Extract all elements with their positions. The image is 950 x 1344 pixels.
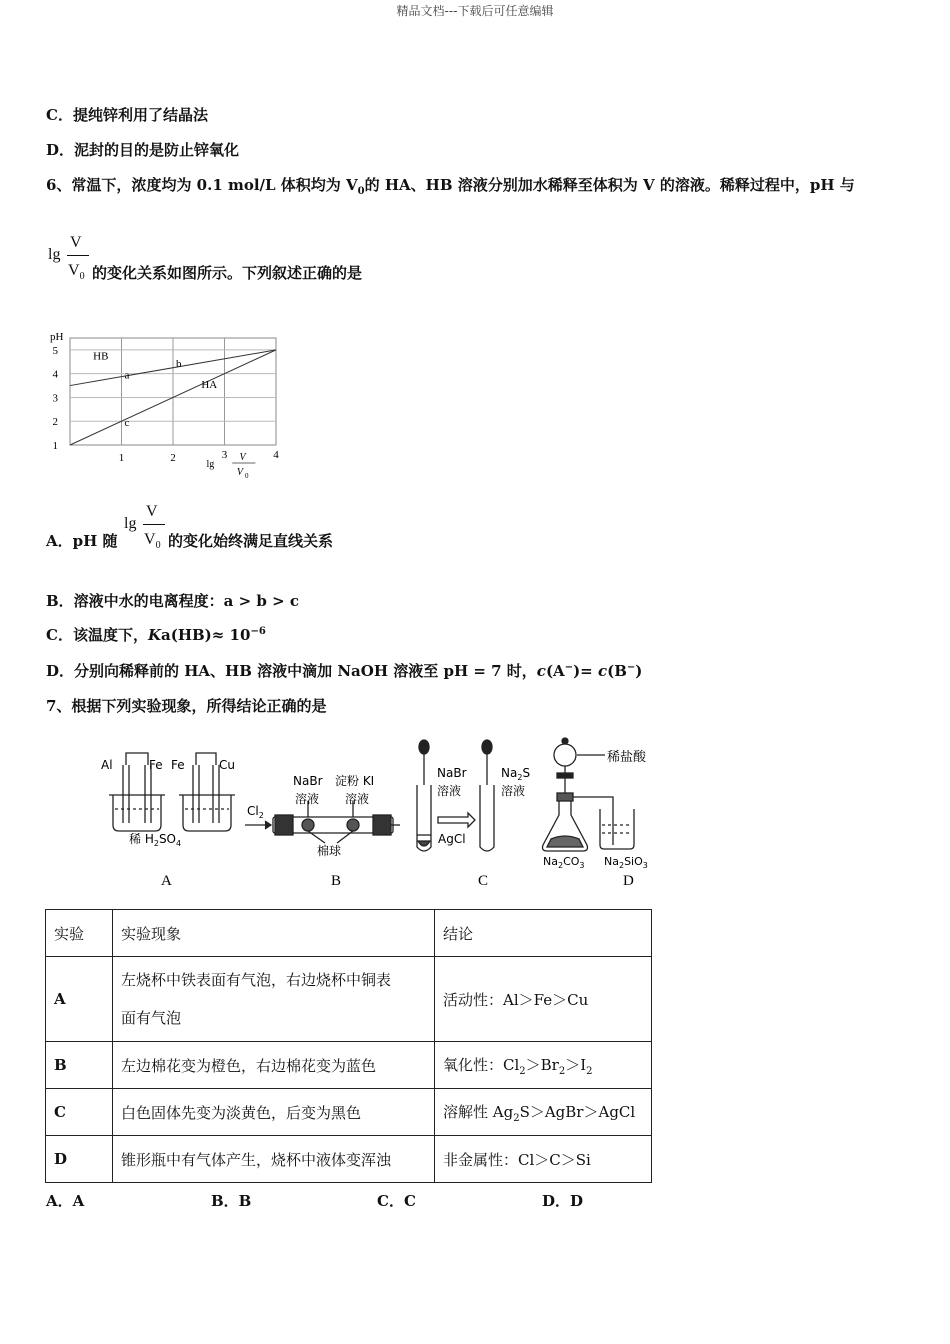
beaker-left	[113, 795, 161, 831]
row-id: C	[46, 1089, 113, 1136]
row-phenomenon: 锥形瓶中有气体产生，烧杯中液体变浑浊	[113, 1136, 435, 1183]
phenomenon-line2: 面有气泡	[121, 1009, 182, 1027]
row-phenomenon	[113, 957, 435, 1042]
y-axis-label: pH	[50, 331, 64, 343]
apparatus-label-a: A	[161, 873, 172, 889]
q6-d-prefix: D．分别向稀释前的 HA、HB 溶液中滴加 NaOH 溶液至 pH = 7 时，	[46, 662, 537, 680]
y-tick-label: 5	[52, 344, 58, 357]
q7-option-d: D．D	[542, 1192, 584, 1210]
label-na2co3: $Na_2CO_3$	[543, 855, 585, 870]
q6-stem-fraction	[48, 234, 98, 288]
q6-stem-line2: 的变化关系如图所示。下列叙述正确的是	[92, 264, 363, 282]
table-header-row	[46, 910, 652, 957]
q6-stem-part1: 6、常温下，浓度均为 0.1 mol/L 体积均为 V	[46, 176, 358, 194]
row-id: D	[46, 1136, 113, 1183]
y-tick-label: 4	[52, 368, 58, 381]
x-tick-label: 4	[273, 449, 279, 461]
fraction-bar	[143, 524, 165, 525]
row-id: A	[46, 957, 113, 1042]
q5-option-d: D．泥封的目的是防止锌氧化	[46, 141, 240, 159]
y-tick-label: 1	[52, 440, 58, 452]
series-label-hb: HB	[93, 350, 109, 363]
label-nabr-c: NaBr	[437, 766, 467, 780]
experiment-apparatus-figure	[95, 735, 670, 895]
fraction-den-v: V	[68, 262, 80, 279]
label-solution-1: 溶液	[295, 792, 320, 806]
label-solution-c1: 溶液	[437, 784, 462, 798]
q6-d-sup1: −	[564, 662, 574, 673]
label-solution-c2: 溶液	[501, 784, 526, 798]
row-id: B	[46, 1042, 113, 1089]
fraction-denominator	[144, 531, 161, 551]
label-h2so4: 稀 $H_2SO_4$	[129, 832, 182, 848]
apparatus-b	[245, 801, 400, 843]
fraction-numerator: V	[70, 234, 82, 251]
row-conclusion: 氧化性：$Cl_2>Br_2>I_2$	[435, 1042, 652, 1089]
fraction-den-sub: 0	[155, 540, 161, 552]
q6-option-c	[46, 624, 266, 645]
q6-d-mid2: )=	[573, 662, 598, 680]
label-fe-2: Fe	[171, 758, 185, 772]
label-na2s: $Na_2S$	[501, 766, 531, 782]
label-starch-ki: 淀粉 KI	[335, 774, 375, 788]
y-tick-label: 2	[52, 416, 58, 429]
ph-dilution-chart	[46, 325, 286, 490]
header-phenomenon: 实验现象	[113, 910, 435, 957]
x-tick-label: 1	[118, 452, 125, 464]
q5-option-c: C．提纯锌利用了结晶法	[46, 106, 208, 124]
q6-c-sup: −6	[250, 626, 266, 637]
point-label-c: c	[124, 417, 130, 430]
q7-option-a: A．A	[46, 1192, 85, 1210]
apparatus-label-b: B	[331, 873, 342, 889]
label-agcl: AgCl	[438, 832, 466, 846]
x-tick-label: 2	[170, 452, 176, 464]
q6-stem-line1	[46, 174, 855, 197]
row-conclusion: 活动性：Al＞Fe＞Cu	[435, 957, 652, 1042]
label-cl2: $Cl_2$	[247, 804, 264, 820]
table-row	[46, 1042, 652, 1089]
phenomenon-line1: 左烧杯中铁表面有气泡，右边烧杯中铜表	[121, 971, 392, 989]
fraction-denominator	[68, 262, 85, 282]
point-label-a: a	[124, 369, 130, 382]
row-phenomenon: 白色固体先变为淡黄色，后变为黑色	[113, 1089, 435, 1136]
q6-d-end: )	[635, 662, 643, 680]
x-tick-label: 3	[221, 449, 228, 461]
fraction-numerator: V	[146, 503, 158, 520]
q6-c-prefix: C．该温度下，	[46, 626, 148, 644]
q7-option-b: B．B	[211, 1192, 252, 1210]
fraction-den-v: V	[144, 531, 156, 548]
apparatus-label-c: C	[478, 873, 489, 889]
label-solution-2: 溶液	[345, 792, 370, 806]
q6-option-a-suffix: 的变化始终满足直线关系	[168, 532, 334, 550]
row-conclusion: 非金属性：Cl＞C＞Si	[435, 1136, 652, 1183]
fraction-bar	[67, 255, 89, 256]
label-fe-1: Fe	[149, 758, 163, 772]
row-phenomenon: 左边棉花变为橙色，右边棉花变为蓝色	[113, 1042, 435, 1089]
apparatus-label-d: D	[623, 873, 634, 889]
table-row	[46, 1136, 652, 1183]
header-conclusion: 结论	[435, 910, 652, 957]
q6-option-b: B．溶液中水的电离程度：a > b > c	[46, 592, 300, 610]
point-label-b: b	[176, 357, 182, 370]
q6-stem-sub: 0	[357, 186, 365, 197]
q7-option-c: C．C	[377, 1192, 416, 1210]
beaker-right	[183, 795, 231, 831]
series-label-ha: HA	[201, 378, 218, 391]
x-axis-label-lg: lg	[206, 459, 215, 470]
q6-d-c1: c	[536, 662, 546, 680]
fraction-lg: lg	[124, 515, 137, 532]
q6-c-k: K	[147, 626, 161, 644]
q6-d-c2: c	[597, 662, 608, 680]
q6-stem-part2: 的 HA、HB 溶液分别加水稀释至体积为 V 的溶液。稀释过程中，pH 与	[364, 176, 855, 194]
header-experiment: 实验	[46, 910, 113, 957]
chart-text	[50, 331, 279, 480]
page-header: 精品文档---下载后可任意编辑	[396, 4, 554, 18]
label-al: Al	[101, 758, 113, 772]
x-axis-label-den: V	[236, 467, 244, 478]
y-tick-label: 3	[52, 392, 58, 405]
label-cotton: 棉球	[317, 844, 342, 858]
label-cu: Cu	[219, 758, 235, 772]
q6-option-a-fraction	[124, 503, 174, 557]
table-row	[46, 957, 652, 1042]
label-dilute-hcl: 稀盐酸	[607, 750, 647, 765]
fraction-den-sub: 0	[79, 271, 85, 283]
experiment-table	[45, 909, 652, 1183]
q6-c-mid: a(HB)≈ 10	[161, 626, 251, 644]
q7-stem: 7、根据下列实验现象，所得结论正确的是	[46, 697, 327, 715]
row-conclusion: 溶解性 $Ag_2S>AgBr>AgCl$	[435, 1089, 652, 1136]
table-row	[46, 1089, 652, 1136]
q6-option-a-prefix: A．pH 随	[46, 532, 118, 550]
q6-option-d	[46, 660, 642, 681]
q6-d-mid3: (B	[607, 662, 627, 680]
q6-d-sup2: −	[626, 662, 636, 673]
fraction-lg: lg	[48, 246, 61, 263]
label-nabr: NaBr	[293, 774, 323, 788]
q6-d-mid: (A	[545, 662, 565, 680]
x-axis-label-num: V	[239, 452, 246, 463]
x-axis-label-den-sub: 0	[244, 472, 249, 480]
label-na2sio3: $Na_2SiO_3$	[604, 855, 648, 870]
